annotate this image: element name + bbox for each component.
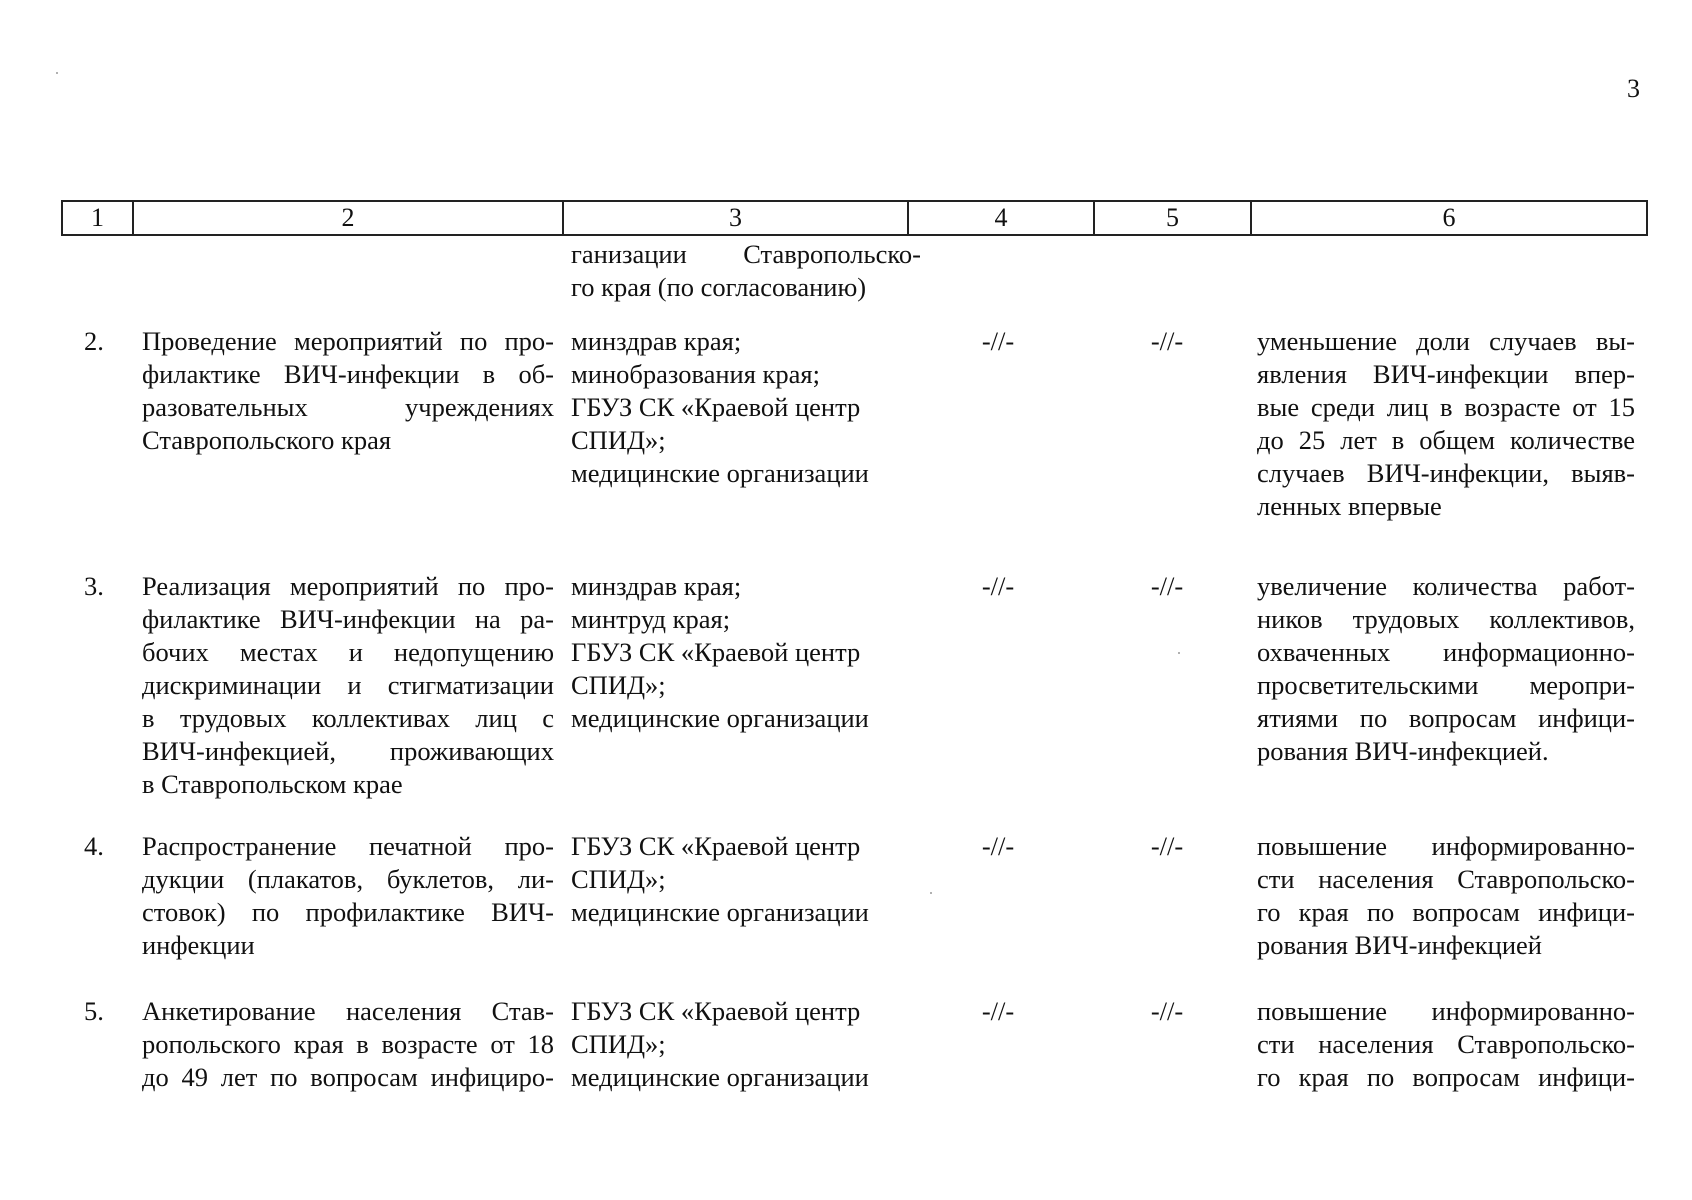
column-header-5: 5: [1094, 201, 1251, 235]
text-line: вые среди лиц в возрасте от 15: [1257, 392, 1635, 422]
text-line: до 49 лет по вопросам инфициро-: [142, 1062, 554, 1092]
text-line: дукции (плакатов, буклетов, ли-: [142, 864, 554, 894]
text-line: случаев ВИЧ-инфекции, выяв-: [1257, 458, 1635, 488]
text-line: медицинские организации: [571, 1062, 869, 1092]
text-line: Распространение печатной про-: [142, 831, 554, 861]
text-line: повышение информированно-: [1257, 996, 1635, 1026]
deadline-start: -//-: [981, 831, 1015, 861]
text-line: медицинские организации: [571, 897, 869, 927]
text-line: го края по вопросам инфици-: [1257, 1062, 1635, 1092]
scan-speck: [56, 72, 58, 74]
text-line: го края по вопросам инфици-: [1257, 897, 1635, 927]
text-line: увеличение количества работ-: [1257, 571, 1635, 601]
row-number: 3.: [84, 571, 104, 601]
text-line: СПИД»;: [571, 864, 666, 894]
expected-result: [1257, 995, 1635, 1094]
row-number: 5.: [84, 996, 104, 1026]
text-line: ГБУЗ СК «Краевой центр: [571, 996, 861, 1026]
text-line: го края (по согласованию): [571, 272, 867, 302]
text-line: филактике ВИЧ-инфекции в об-: [142, 359, 554, 389]
text-line: ГБУЗ СК «Краевой центр: [571, 831, 861, 861]
activity-description: [142, 570, 554, 801]
text-line: ГБУЗ СК «Краевой центр: [571, 392, 861, 422]
text-line: ленных впервые: [1257, 491, 1442, 521]
text-line: СПИД»;: [571, 425, 666, 455]
column-header-row: [62, 201, 1647, 235]
text-line: просветительскими меропри-: [1257, 670, 1635, 700]
text-line: рования ВИЧ-инфекцией: [1257, 930, 1542, 960]
row-number: 2.: [84, 326, 104, 356]
text-line: СПИД»;: [571, 670, 666, 700]
text-line: охваченных информационно-: [1257, 637, 1635, 667]
responsible-parties: [571, 325, 921, 490]
scan-speck: [1178, 652, 1180, 654]
text-line: разовательных учреждениях: [142, 392, 554, 422]
text-line: Ставропольского края: [142, 425, 392, 455]
text-line: уменьшение доли случаев вы-: [1257, 326, 1635, 356]
expected-result: [1257, 830, 1635, 962]
responsible-parties: [571, 830, 921, 929]
text-line: Анкетирование населения Став-: [142, 996, 554, 1026]
text-line: ганизации Ставропольско-: [571, 239, 921, 269]
text-line: ропольского края в возрасте от 18: [142, 1029, 554, 1059]
text-line: стовок) по профилактике ВИЧ-: [142, 897, 554, 927]
expected-result: [1257, 570, 1635, 768]
text-line: явления ВИЧ-инфекции впер-: [1257, 359, 1635, 389]
text-line: СПИД»;: [571, 1029, 666, 1059]
column-header-4: 4: [908, 201, 1094, 235]
text-line: в Ставропольском крае: [142, 769, 403, 799]
text-line: ВИЧ-инфекцией, проживающих: [142, 736, 554, 766]
text-line: Проведение мероприятий по про-: [142, 326, 554, 356]
text-line: минобразования края;: [571, 359, 820, 389]
text-line: ников трудовых коллективов,: [1257, 604, 1635, 634]
text-line: сти населения Ставропольско-: [1257, 1029, 1635, 1059]
activity-description: [142, 830, 554, 962]
column-header-2: 2: [133, 201, 563, 235]
text-line: инфекции: [142, 930, 255, 960]
text-line: до 25 лет в общем количестве: [1257, 425, 1635, 455]
column-header-1: 1: [62, 201, 133, 235]
deadline-end: -//-: [1150, 571, 1184, 601]
text-line: минздрав края;: [571, 571, 742, 601]
expected-result: [1257, 325, 1635, 523]
text-line: минтруд края;: [571, 604, 731, 634]
text-line: в трудовых коллективах лиц с: [142, 703, 554, 733]
responsible-parties: [571, 995, 921, 1094]
column-header-table: [61, 200, 1648, 236]
deadline-end: -//-: [1150, 996, 1184, 1026]
text-line: бочих местах и недопущению: [142, 637, 554, 667]
deadline-start: -//-: [981, 571, 1015, 601]
row-number: 4.: [84, 831, 104, 861]
column-header-3: 3: [563, 201, 908, 235]
page-number: 3: [1627, 74, 1640, 103]
text-line: сти населения Ставропольско-: [1257, 864, 1635, 894]
text-line: Реализация мероприятий по про-: [142, 571, 554, 601]
text-line: дискриминации и стигматизации: [142, 670, 554, 700]
text-line: рования ВИЧ-инфекцией.: [1257, 736, 1549, 766]
text-line: ятиями по вопросам инфици-: [1257, 703, 1635, 733]
deadline-end: -//-: [1150, 326, 1184, 356]
text-line: минздрав края;: [571, 326, 742, 356]
activity-description: [142, 325, 554, 457]
text-line: повышение информированно-: [1257, 831, 1635, 861]
deadline-start: -//-: [981, 996, 1015, 1026]
text-line: филактике ВИЧ-инфекции на ра-: [142, 604, 554, 634]
scan-speck: [930, 892, 932, 894]
deadline-end: -//-: [1150, 831, 1184, 861]
responsible-parties: [571, 570, 921, 735]
deadline-start: -//-: [981, 326, 1015, 356]
text-line: медицинские организации: [571, 458, 869, 488]
text-line: медицинские организации: [571, 703, 869, 733]
activity-description: [142, 995, 554, 1094]
continuation-responsible: [571, 238, 921, 304]
text-line: ГБУЗ СК «Краевой центр: [571, 637, 861, 667]
column-header-6: 6: [1251, 201, 1647, 235]
